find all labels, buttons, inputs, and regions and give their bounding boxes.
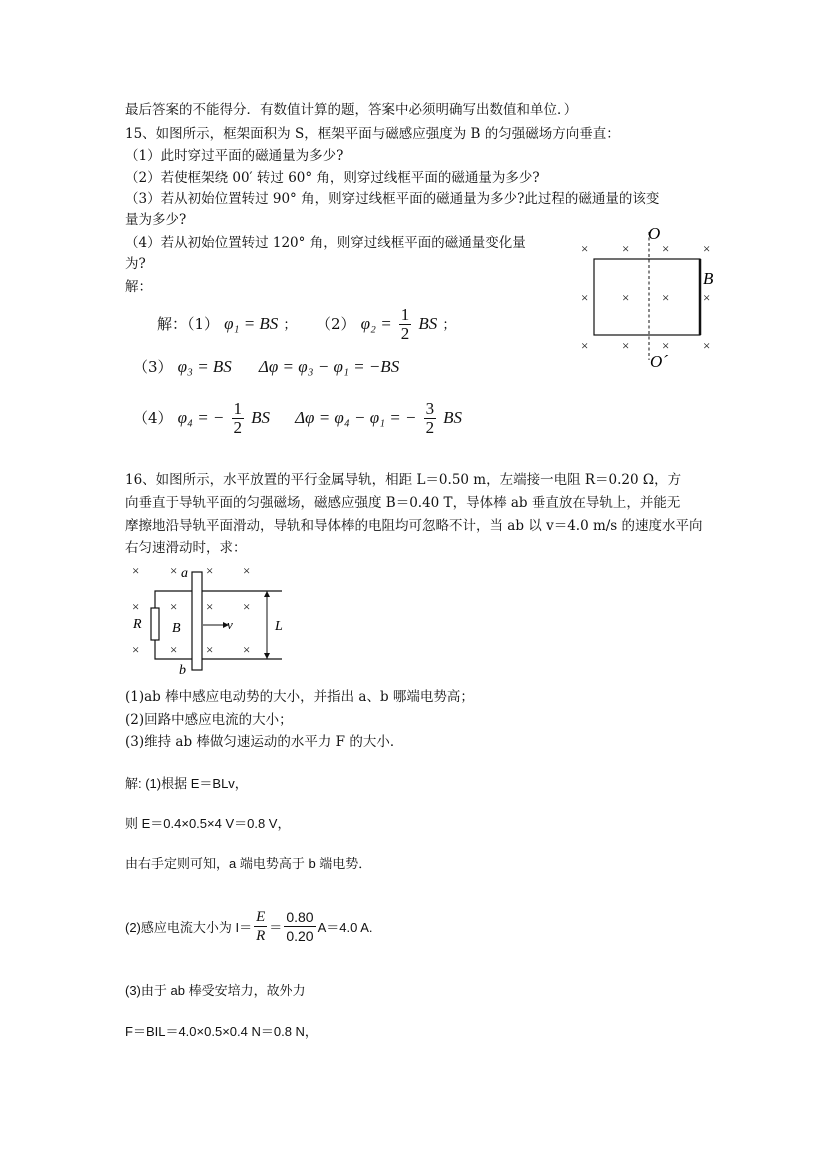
label-b: b [179,663,186,678]
distance-arrow-bottom [264,653,270,659]
q16-solution-1: 解: (1)根据 E＝BLv， [125,776,248,791]
answer4-fraction: $\frac{1}{2}$ [233,399,242,437]
field-cross: × [581,290,589,305]
answer2-fraction: $\frac{1}{2}$ [400,305,410,343]
answer4-delta-rhs: BS [443,408,463,427]
field-cross: × [581,338,589,353]
q16-solution-4 [125,908,372,945]
q15-sub4-line2: 为? [125,256,146,272]
q15-sub2: （2）若使框架绕 00′ 转过 60° 角，则穿过线框平面的磁通量为多少? [125,170,540,186]
distance-arrow-top [264,591,270,597]
answer1-sep: ； [283,317,297,333]
answer4-lhs: φ₄ = − [177,408,225,427]
field-cross: × [581,241,589,256]
q16-stem-line3: 摩擦地沿导轨平面滑动，导轨和导体棒的电阻均可忽略不计，当 ab 以 v＝4.0 m/s 的速度水平向 [125,518,703,534]
answer4-prefix: （4） [133,409,173,427]
field-cross: × [622,338,630,353]
q16-solution-5: (3)由于 ab 棒受安培力，故外力 [125,983,306,998]
field-cross: × [243,599,251,614]
solution4-fraction-values: $\frac{0.80}{0.20}$ [286,909,314,944]
field-cross: × [622,241,630,256]
field-cross: × [170,563,178,578]
label-v: v [227,617,233,632]
field-cross: × [206,563,214,578]
field-cross: × [703,338,711,353]
q16-solution-6: F＝BIL＝4.0×0.5×0.4 N＝0.8 N， [125,1024,318,1039]
q15-sub3-line2: 量为多少? [125,212,187,228]
q16-sub1: (1)ab 棒中感应电动势的大小，并指出 a、b 哪端电势高； [125,689,474,705]
label-r: R [133,617,142,632]
q15-sub1: （1）此时穿过平面的磁通量为多少? [125,148,344,164]
frame-rect [594,259,700,335]
field-cross: × [243,563,251,578]
q15-frame-diagram [570,222,730,374]
answer1-formula: φ₁ = BS [224,314,279,333]
answer2-sep: ； [442,317,456,333]
label-l: L [275,619,283,634]
answer4-rhs: BS [251,408,270,427]
field-cross: × [662,241,670,256]
field-cross: × [622,290,630,305]
q15-sub4-line1: （4）若从初始位置转过 120° 角，则穿过线框平面的磁通量变化量 [125,235,526,251]
label-o-prime: O´ [650,352,668,371]
q16-solution-3: 由右手定则可知，a 端电势高于 b 端电势． [125,856,372,871]
q15-sub3-line1: （3）若从初始位置转过 90° 角，则穿过线框平面的磁通量为多少?此过程的磁通量的该变 [125,191,660,207]
field-cross: × [170,599,178,614]
field-cross: × [243,642,251,657]
intro-line: 最后答案的不能得分．有数值计算的题，答案中必须明确写出数值和单位．） [125,102,578,118]
q15-answer-row1 [157,306,456,343]
field-cross: × [206,642,214,657]
answer4-delta-lhs: Δφ = φ₄ − φ₁ = − [295,408,417,427]
answer3-formula: φ₃ = BS [177,357,232,376]
q15-answer-row4 [133,400,462,437]
q15-answer-row3 [133,357,399,377]
resistor [151,608,159,640]
q16-stem-line4: 右匀速滑动时，求： [125,540,247,556]
answer4-delta-fraction: $\frac{3}{2}$ [425,399,435,437]
answer2-lhs: φ₂ = [360,314,392,333]
q16-rail-diagram [125,558,290,678]
q16-solution-2: 则 E＝0.4×0.5×4 V＝0.8 V， [125,816,291,831]
answer3-prefix: （3） [133,358,173,376]
q16-stem-line2: 向垂直于导轨平面的匀强磁场，磁感应强度 B＝0.40 T，导体棒 ab 垂直放在导轨上，并能无 [125,495,681,511]
q16-stem-line1: 16、如图所示，水平放置的平行金属导轨，相距 L＝0.50 m，左端接一电阻 R＝0.20 Ω，方 [125,472,682,488]
solution4-prefix: (2)感应电流大小为 I＝ [125,920,253,935]
q15-jie-label: 解： [125,279,152,295]
answer2-rhs: BS [418,314,438,333]
field-cross: × [662,290,670,305]
q16-sub2: (2)回路中感应电流的大小； [125,712,293,728]
field-cross: × [132,563,140,578]
answer2-prefix: （2） [316,315,356,333]
solution4-eq: ＝ [269,920,283,935]
solution4-suffix: A＝4.0 A. [317,920,373,935]
field-cross: × [703,241,711,256]
label-a: a [181,566,188,581]
conductor-rod-ab [192,572,202,670]
label-field-b: B [172,621,181,636]
label-b: B [703,269,714,288]
field-cross: × [132,642,140,657]
field-cross: × [662,338,670,353]
field-cross: × [206,599,214,614]
answer3-delta: Δφ = φ₃ − φ₁ = −BS [258,357,400,376]
q16-sub3: (3)维持 ab 棒做匀速运动的水平力 F 的大小． [125,734,404,750]
field-cross: × [132,599,140,614]
label-o: O [648,224,661,243]
field-cross: × [170,642,178,657]
q15-stem: 15、如图所示，框架面积为 S，框架平面与磁感应强度为 B 的匀强磁场方向垂直： [125,126,620,142]
answer1-prefix: 解：（1） [157,315,220,333]
solution4-fraction-er: $\frac{E}{R}$ [256,909,266,944]
field-cross: × [703,290,711,305]
